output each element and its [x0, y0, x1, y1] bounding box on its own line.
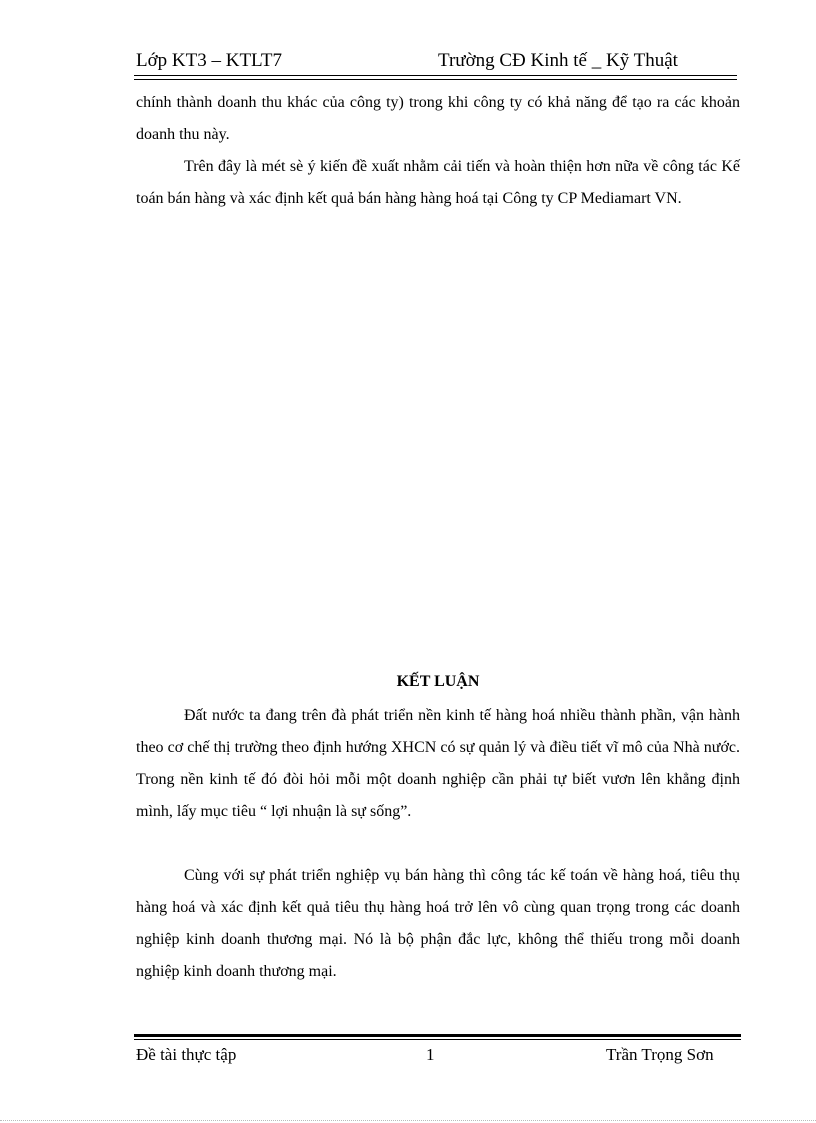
- footer-rule-thick: [134, 1034, 741, 1037]
- footer-author-label: Trần Trọng Sơn: [606, 1045, 714, 1064]
- page-edge: [0, 1120, 816, 1121]
- paragraph-conclusion-1: Đất nước ta đang trên đà phát triển nền kinh tế hàng hoá nhiều thành phần, vận hành theo cơ chế thị trường theo định hướng XHCN có sự quản lý và điều tiết vĩ mô của Nhà nước. Trong nền kinh tế đó đòi hỏi mỗi một doanh nghiệp cần phải tự biết vươn lên khẳng định mình, lấy mục tiêu “ lợi nhuận là sự sống”.: [136, 707, 740, 820]
- page-number: 1: [426, 1045, 435, 1064]
- conclusion-heading: KẾT LUẬN: [396, 673, 480, 690]
- header-rule-thin: [134, 79, 737, 80]
- footer-rule-thin: [134, 1039, 741, 1040]
- header-class-label: Lớp KT3 – KTLT7: [136, 50, 283, 71]
- paragraph-conclusion-2: Cùng với sự phát triển nghiệp vụ bán hàng thì công tác kế toán về hàng hoá, tiêu thụ hàng hoá và xác định kết quả tiêu thụ hàng hoá trở lên vô cùng quan trọng trong các doanh nghiệp kinh doanh thương mại. Nó là bộ phận đắc lực, không thể thiếu trong mỗi doanh nghiệp kinh doanh thương mại.: [136, 867, 740, 980]
- paragraph-proposals-summary: Trên đây là mét sè ý kiến đề xuất nhằm cải tiến và hoàn thiện hơn nữa về công tác Kế toán bán hàng và xác định kết quả bán hàng hàng hoá tại Công ty CP Mediamart VN.: [136, 158, 740, 207]
- footer-topic-label: Đề tài thực tập: [136, 1045, 237, 1064]
- paragraph-continuation: chính thành doanh thu khác của công ty) trong khi công ty có khả năng để tạo ra các khoản doanh thu này.: [136, 94, 740, 143]
- header-school-label: Trường CĐ Kinh tế _ Kỹ Thuật: [438, 50, 678, 71]
- header-rule: [134, 75, 737, 76]
